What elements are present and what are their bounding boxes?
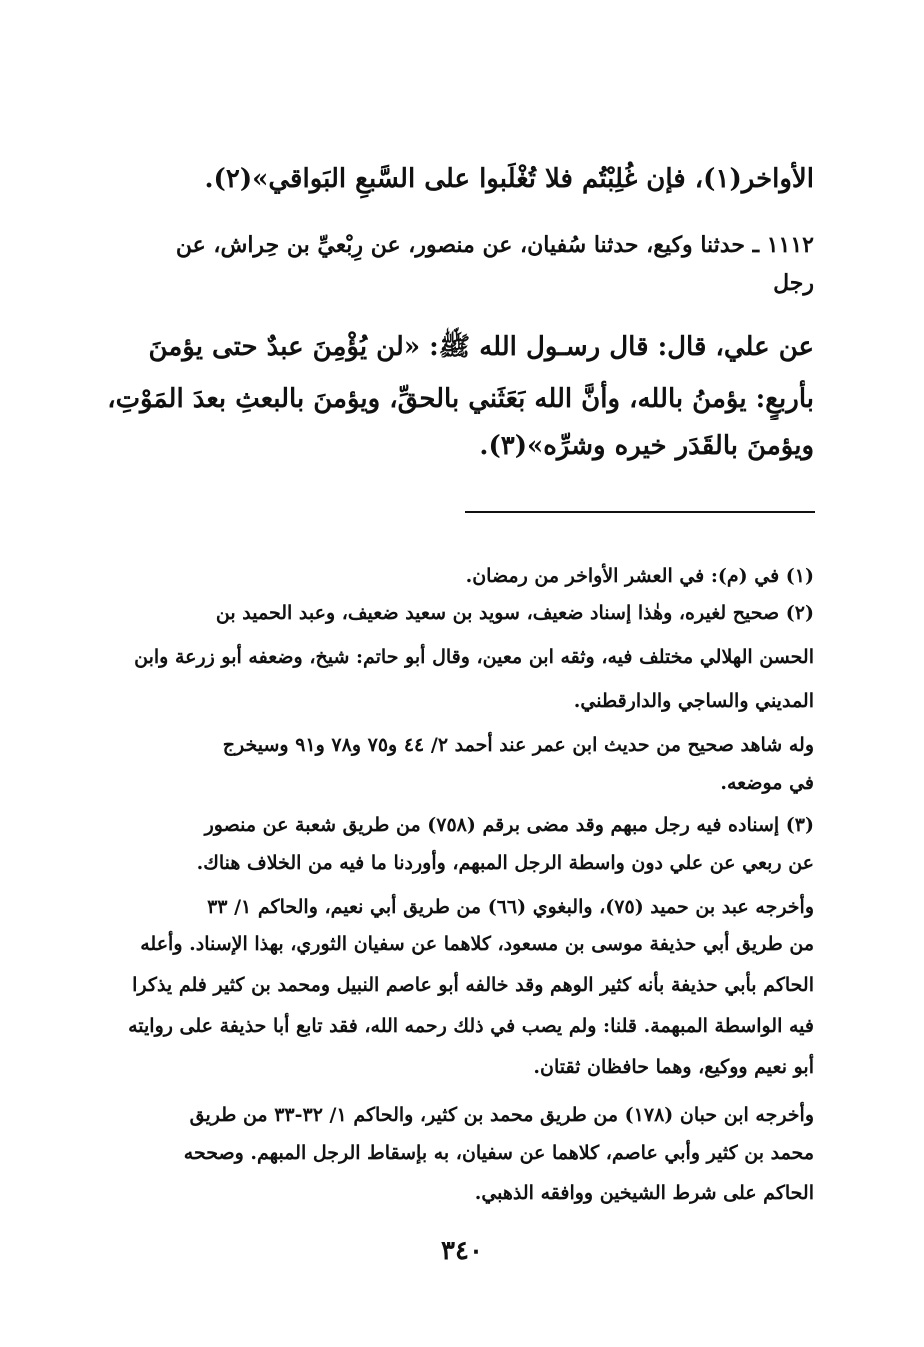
- footnote-line: في موضعه.: [720, 772, 814, 794]
- footnote-line: عن ربعي عن علي دون واسطة الرجل المبهم، وأوردنا ما فيه من الخلاف هناك.: [196, 852, 814, 874]
- footnote-line: (٢) صحيح لغيره، وهٰذا إسناد ضعيف، سويد بن سعيد ضعيف، وعبد الحميد بن: [215, 602, 814, 624]
- hadith-number: ١١١٢ ـ: [752, 232, 814, 258]
- footnote-line: الحسن الهلالي مختلف فيه، وثقه ابن معين، وقال أبو حاتم: شيخ، وضعفه أبو زرعة وابن: [134, 646, 814, 668]
- hadith-matn-line-1: عن علي، قال: قال رسـول الله ﷺ: «لن يُؤْمِنَ عبدٌ حتى يؤمنَ: [148, 332, 814, 362]
- hadith-matn-line-2: بأربعٍ: يؤمنُ بالله، وأنَّ الله بَعَثَني بالحقِّ، ويؤمنَ بالبعثِ بعدَ المَوْتِ،: [107, 384, 814, 414]
- footnote-line: الحاكم بأبي حذيفة بأنه كثير الوهم وقد خالفه أبو عاصم النبيل ومحمد بن كثير فلم يذكرا: [132, 974, 814, 996]
- main-text-line-1: الأواخر(١)، فإن غُلِبْتُم فلا تُغْلَبوا على السَّبعِ البَواقي»(٢).: [204, 164, 814, 194]
- footnote-separator: [465, 511, 815, 513]
- footnote-line: وأخرجه عبد بن حميد (٧٥)، والبغوي (٦٦) من طريق أبي نعيم، والحاكم ١/ ٣٣: [207, 896, 814, 918]
- hadith-isnad-line-2: رجل: [773, 270, 814, 296]
- footnote-line: محمد بن كثير وأبي عاصم، كلاهما عن سفيان، به بإسقاط الرجل المبهم. وصححه: [183, 1142, 814, 1164]
- footnote-line: الحاكم على شرط الشيخين ووافقه الذهبي.: [474, 1182, 814, 1204]
- footnote-line: (٣) إسناده فيه رجل مبهم وقد مضى برقم (٧٥٨) من طريق شعبة عن منصور: [204, 814, 814, 836]
- page-number: ٣٤٠: [441, 1236, 483, 1266]
- isnad-text: حدثنا وكيع، حدثنا سُفيان، عن منصور، عن رِبْعيِّ بن حِراش، عن: [175, 232, 745, 258]
- footnote-line: المديني والساجي والدارقطني.: [573, 690, 814, 712]
- footnote-line: (١) في (م): في العشر الأواخر من رمضان.: [465, 565, 814, 587]
- footnote-line: وله شاهد صحيح من حديث ابن عمر عند أحمد ٢/ ٤٤ و٧٥ و٧٨ و٩١ وسيخرج: [222, 734, 814, 756]
- footnote-line: من طريق أبي حذيفة موسى بن مسعود، كلاهما عن سفيان الثوري، بهذا الإسناد. وأعله: [140, 933, 814, 955]
- hadith-isnad-line-1: [104, 226, 814, 264]
- footnote-line: وأخرجه ابن حبان (١٧٨) من طريق محمد بن كثير، والحاكم ١/ ٣٢-٣٣ من طريق: [189, 1104, 814, 1126]
- footnote-line: أبو نعيم ووكيع، وهما حافظان ثقتان.: [533, 1056, 814, 1078]
- footnote-line: فيه الواسطة المبهمة. قلنا: ولم يصب في ذلك رحمه الله، فقد تابع أبا حذيفة على روايته: [128, 1015, 814, 1037]
- hadith-matn-line-3: ويؤمنَ بالقَدَر خيره وشرِّه»(٣).: [479, 431, 814, 461]
